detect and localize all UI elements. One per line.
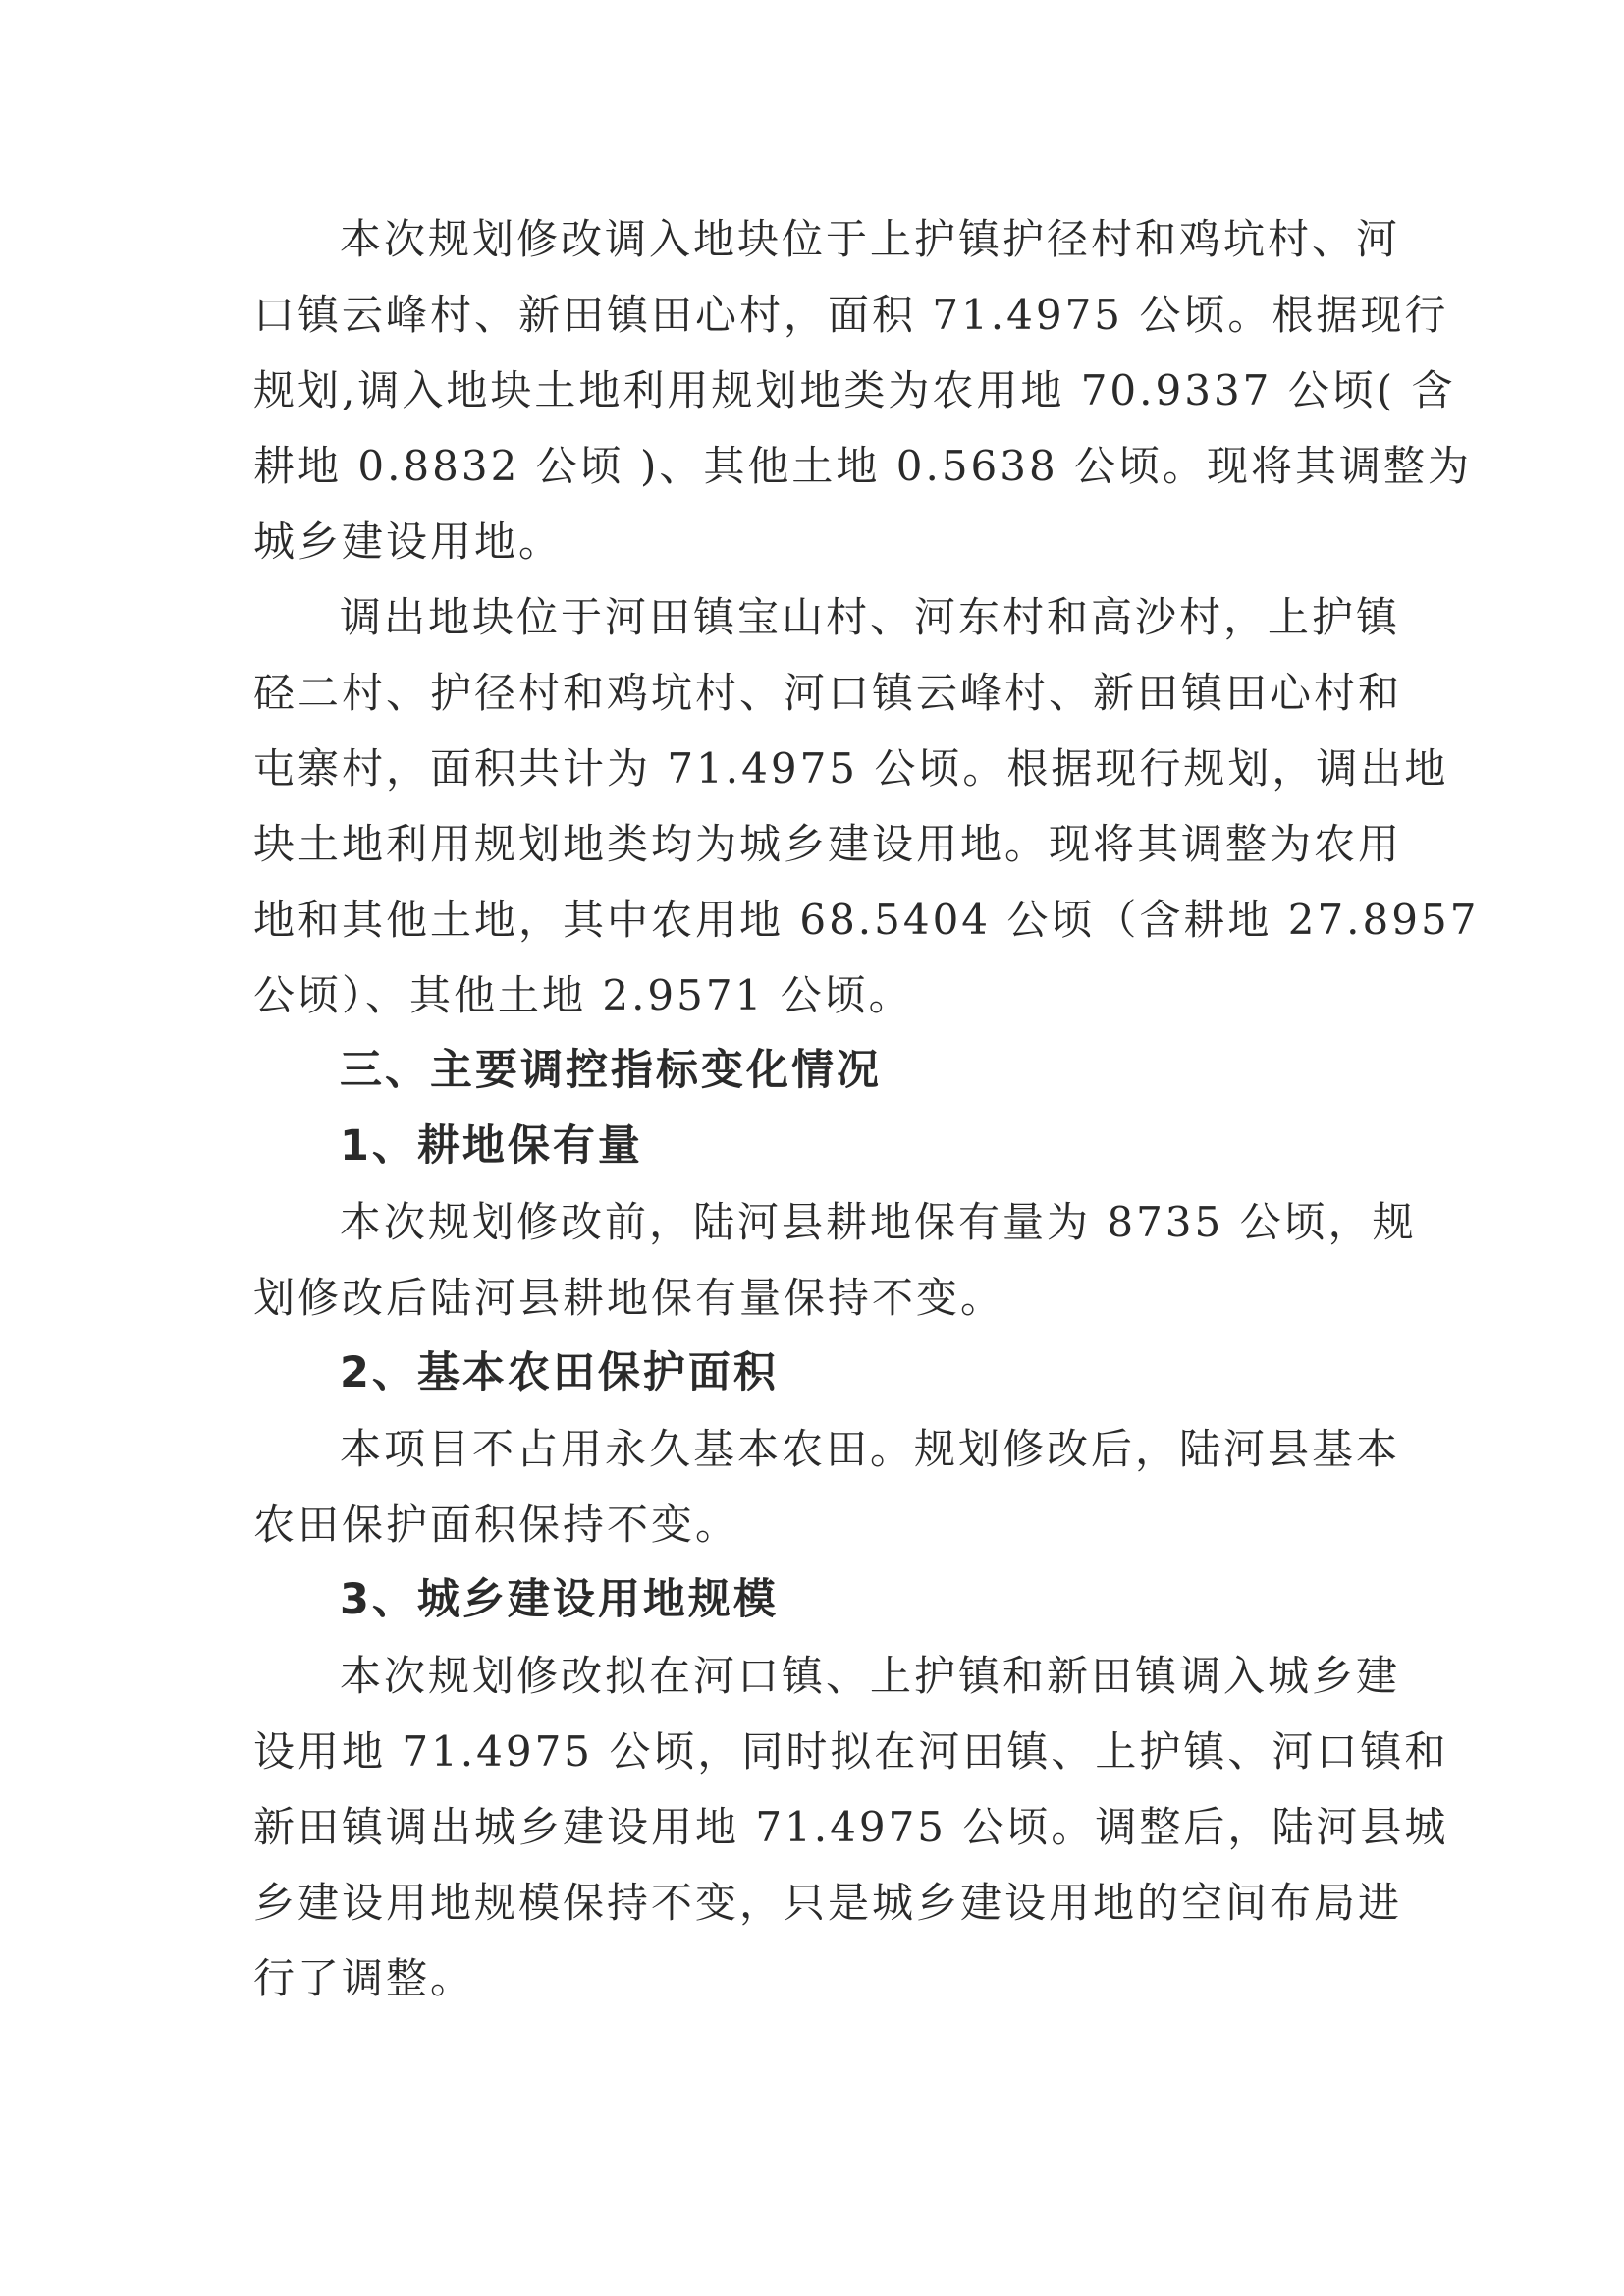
text-line: 划修改后陆河县耕地保有量保持不变。 [253,1274,1005,1322]
text-line: 本项目不占用永久基本农田。规划修改后，陆河县基本 [340,1425,1401,1473]
paragraph-construction-land [253,1638,1449,2016]
document-page [253,201,1480,2016]
text-line: 耕地 0.8832 公顷 )、其他土地 0.5638 公顷。现将其调整为 [253,442,1473,490]
text-line: 本次规划修改调入地块位于上护镇护径村和鸡坑村、河 [340,215,1401,263]
text-line: 地和其他土地，其中农用地 68.5404 公顷（含耕地 27.8957 [253,896,1480,944]
text-line: 调出地块位于河田镇宝山村、河东村和高沙村，上护镇 [340,593,1401,641]
text-line: 本次规划修改前，陆河县耕地保有量为 8735 公顷，规 [340,1198,1417,1246]
text-line: 公顷）、其他土地 2.9571 公顷。 [253,971,913,1019]
text-line: 设用地 71.4975 公顷，同时拟在河田镇、上护镇、河口镇和 [253,1727,1449,1776]
text-line: 行了调整。 [253,1954,475,2002]
text-line: 乡建设用地规模保持不变，只是城乡建设用地的空间布局进 [253,1879,1403,1927]
subheading-basic-farmland: 2、基本农田保护面积 [340,1348,779,1397]
paragraph-transfer-out [253,579,1480,1033]
text-line: 城乡建设用地。 [253,518,564,566]
text-line: 农田保护面积保持不变。 [253,1501,740,1549]
text-line: 规划,调入地块土地利用规划地类为农用地 70.9337 公顷( 含 [253,366,1456,414]
paragraph-basic-farmland [253,1411,1401,1562]
paragraph-transfer-in [253,201,1473,579]
paragraph-farmland-retention [253,1184,1417,1336]
text-line: 硁二村、护径村和鸡坑村、河口镇云峰村、新田镇田心村和 [253,669,1403,717]
text-line: 块土地利用规划地类均为城乡建设用地。现将其调整为农用 [253,820,1403,868]
subheading-construction-land: 3、城乡建设用地规模 [340,1575,779,1624]
text-line: 新田镇调出城乡建设用地 71.4975 公顷。调整后，陆河县城 [253,1803,1449,1851]
text-line: 屯寨村，面积共计为 71.4975 公顷。根据现行规划，调出地 [253,744,1449,793]
section-heading-3: 三、主要调控指标变化情况 [340,1046,882,1095]
text-line: 本次规划修改拟在河口镇、上护镇和新田镇调入城乡建 [340,1652,1401,1700]
text-line: 口镇云峰村、新田镇田心村，面积 71.4975 公顷。根据现行 [253,291,1449,339]
subheading-farmland-retention: 1、耕地保有量 [340,1121,643,1171]
